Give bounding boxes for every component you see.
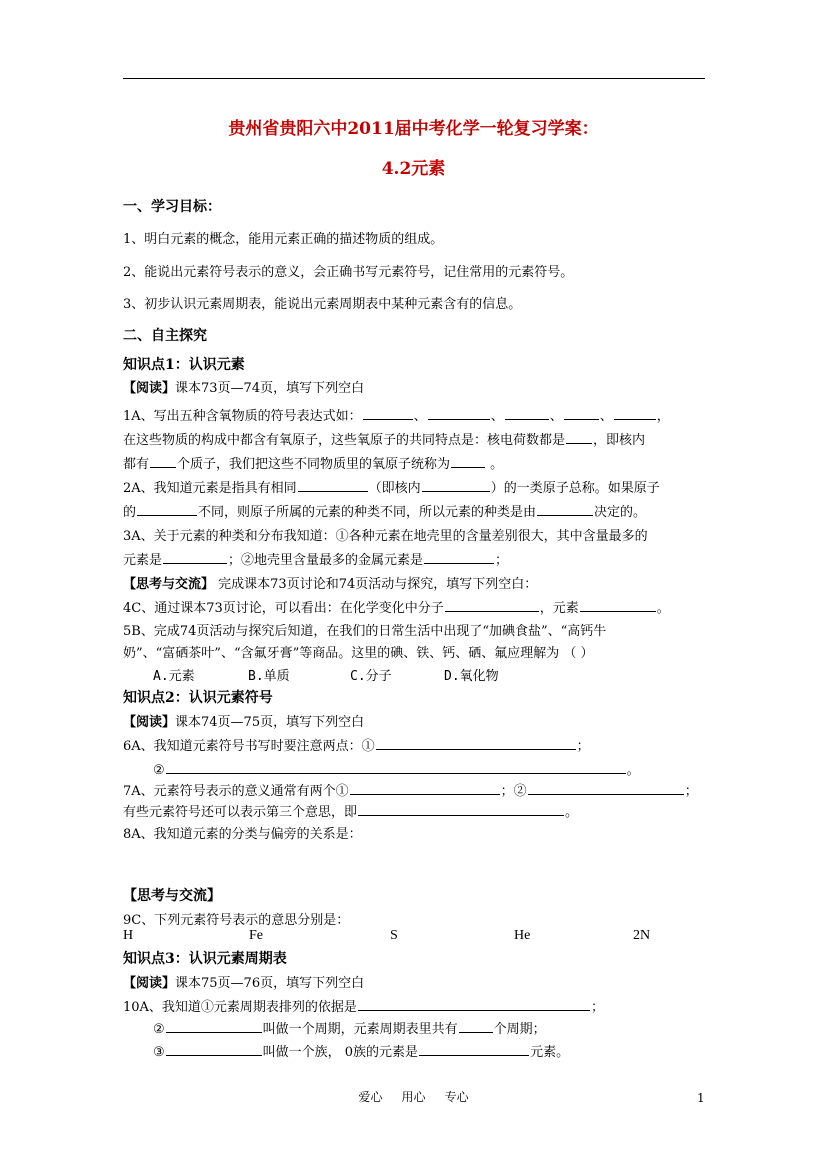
sep: 、 xyxy=(599,409,613,424)
q3b-text: 元素是 xyxy=(123,553,163,568)
doc-subtitle: 4.2元素 xyxy=(381,159,446,179)
q2b-text: 的 xyxy=(123,505,137,520)
question-3a: 3A、关于元素的种类和分布我知道：①各种元素在地壳里的含量差别很大，其中含量最多的 xyxy=(123,529,648,544)
read-tag: 【阅读】 xyxy=(123,976,176,991)
semicolon: ； xyxy=(590,1000,604,1015)
blank[interactable] xyxy=(363,407,413,420)
semicolon: ； xyxy=(576,739,590,754)
blank[interactable] xyxy=(428,407,490,420)
blank[interactable] xyxy=(166,1020,262,1033)
q10a-text: 10A、我知道①元素周期表排列的依据是 xyxy=(123,1000,357,1015)
doc-title: 贵州省贵阳六中2011届中考化学一轮复习学案： xyxy=(228,119,599,139)
q1c2-text: 个质子，我们把这些不同物质里的氧原子统称为 xyxy=(177,457,451,472)
footer-motto: 爱心 用心 专心 xyxy=(358,1090,469,1104)
q1b-text: 在这些物质的构成中都含有氧原子，这些氧原子的共同特点是：核电荷数都是 xyxy=(123,433,566,448)
sep: 、 xyxy=(490,409,504,424)
symbol-s: S xyxy=(390,928,398,943)
read-line-2 xyxy=(123,711,364,730)
read-tag: 【阅读】 xyxy=(123,381,176,396)
blank[interactable] xyxy=(376,737,576,750)
goal-2: 2、能说出元素符号表示的意义，会正确书写元素符号，记住常用的元素符号。 xyxy=(123,265,574,280)
blank[interactable] xyxy=(422,479,490,492)
question-1c xyxy=(123,453,503,472)
question-5a: 5B、完成74页活动与探究后知道，在我们的日常生活中出现了“加碘食盐”、“高钙牛 xyxy=(123,624,607,639)
option-a[interactable]: A.元素 xyxy=(153,669,195,684)
question-8: 8A、我知道元素的分类与偏旁的关系是： xyxy=(123,827,362,842)
option-c[interactable]: C.分子 xyxy=(350,669,392,684)
read-line-3 xyxy=(123,972,364,991)
q2a3-text: ）的一类原子总称。如果原子 xyxy=(490,481,660,496)
goal-1: 1、明白元素的概念，能用元素正确的描述物质的组成。 xyxy=(123,232,444,247)
symbol-2n: 2N xyxy=(633,928,651,943)
read-text: 课本74页—75页，填写下列空白 xyxy=(175,715,365,730)
period: 。 xyxy=(626,763,640,778)
q1c-text: 都有 xyxy=(123,457,150,472)
symbol-h: H xyxy=(123,928,134,943)
symbol-he: He xyxy=(514,928,531,943)
read-text: 课本75页—76页，填写下列空白 xyxy=(175,976,365,991)
question-6a xyxy=(123,735,590,754)
period: 。 xyxy=(565,805,579,820)
question-5b: 奶”、“富硒茶叶”、“含氟牙膏”等商品。这里的碘、铁、钙、硒、氟应理解为 （ ） xyxy=(123,646,594,661)
blank[interactable] xyxy=(537,503,593,516)
question-10b xyxy=(153,1018,546,1037)
q2a-text: 2A、我知道元素是指具有相同 xyxy=(123,481,297,496)
q1a-text: 1A、写出五种含氧物质的符号表达式如： xyxy=(123,409,362,424)
sep: 、 xyxy=(413,409,427,424)
question-4 xyxy=(123,597,670,616)
section-heading-explore: 二、自主探究 xyxy=(123,328,207,344)
blank[interactable] xyxy=(424,551,494,564)
sep: 、 xyxy=(549,409,563,424)
q10c2-text: 叫做一个族， 0族的元素是 xyxy=(262,1045,419,1060)
question-9: 9C、下列元素符号表示的意思分别是： xyxy=(123,913,350,928)
question-3b xyxy=(123,549,508,568)
q7a2-text: ；② xyxy=(500,784,527,799)
q6a-text: 6A、我知道元素符号书写时要注意两点：① xyxy=(123,739,375,754)
option-d[interactable]: D.氧化物 xyxy=(444,669,499,684)
blank[interactable] xyxy=(163,551,227,564)
section-heading-goals: 一、学习目标： xyxy=(123,199,221,215)
header-rule xyxy=(123,78,705,79)
read-text: 课本73页—74页，填写下列空白 xyxy=(175,381,365,396)
blank[interactable] xyxy=(166,1043,262,1056)
comma: ， xyxy=(656,409,670,424)
blank[interactable] xyxy=(451,455,485,468)
question-2b xyxy=(123,501,646,520)
question-2a xyxy=(123,477,660,496)
blank[interactable] xyxy=(445,599,539,612)
read-line-1 xyxy=(123,377,364,396)
question-7a xyxy=(123,780,698,799)
q10c-text: ③ xyxy=(153,1045,165,1060)
blank[interactable] xyxy=(150,455,176,468)
q10b3-text: 个周期； xyxy=(493,1022,546,1037)
blank[interactable] xyxy=(166,761,626,774)
question-10c xyxy=(153,1041,569,1060)
read-tag: 【阅读】 xyxy=(123,715,176,730)
q2b2-text: 不同，则原子所属的元素的种类不同，所以元素的种类是由 xyxy=(198,505,537,520)
blank[interactable] xyxy=(614,407,656,420)
semicolon: ； xyxy=(684,784,698,799)
blank[interactable] xyxy=(564,407,599,420)
blank[interactable] xyxy=(505,407,549,420)
q10b-text: ② xyxy=(153,1022,165,1037)
q7b-text: 有些元素符号还可以表示第三个意思，即 xyxy=(123,805,358,820)
question-1a xyxy=(123,405,670,424)
think-tag: 【思考与交流】 xyxy=(123,577,215,592)
think-line-1 xyxy=(123,573,537,592)
q2b3-text: 决定的。 xyxy=(594,505,647,520)
symbol-fe: Fe xyxy=(249,928,263,943)
question-1b xyxy=(123,429,645,448)
q10c3-text: 元素。 xyxy=(530,1045,570,1060)
blank[interactable] xyxy=(580,599,656,612)
q7a-text: 7A、元素符号表示的意义通常有两个① xyxy=(123,784,349,799)
blank[interactable] xyxy=(137,503,197,516)
blank[interactable] xyxy=(358,803,564,816)
q1b2-text: ，即核内 xyxy=(593,433,646,448)
blank[interactable] xyxy=(358,998,590,1011)
q3b2-text: ；②地壳里含量最多的金属元素是 xyxy=(228,553,424,568)
q3b3-text: ； xyxy=(495,553,509,568)
blank[interactable] xyxy=(419,1043,529,1056)
think-text: 完成课本73页讨论和74页活动与探究，填写下列空白： xyxy=(214,577,538,592)
question-7b xyxy=(123,801,578,820)
question-10a xyxy=(123,996,604,1015)
q4c-text: 。 xyxy=(656,601,670,616)
blank[interactable] xyxy=(350,782,500,795)
knowledge-point-1: 知识点1：认识元素 xyxy=(123,357,245,373)
q10b2-text: 叫做一个周期，元素周期表里共有 xyxy=(262,1022,458,1037)
q2a2-text: （即核内 xyxy=(368,481,421,496)
blank[interactable] xyxy=(298,479,368,492)
question-6b xyxy=(153,759,640,778)
knowledge-point-2: 知识点2：认识元素符号 xyxy=(123,690,273,706)
blank[interactable] xyxy=(459,1020,493,1033)
think-heading-2: 【思考与交流】 xyxy=(123,888,221,904)
page-number: 1 xyxy=(697,1091,705,1105)
q4-text: 4C、通过课本73页讨论，可以看出：在化学变化中分子 xyxy=(123,601,444,616)
blank[interactable] xyxy=(566,431,592,444)
blank[interactable] xyxy=(528,782,684,795)
goal-3: 3、初步认识元素周期表，能说出元素周期表中某种元素含有的信息。 xyxy=(123,297,522,312)
knowledge-point-3: 知识点3：认识元素周期表 xyxy=(123,951,287,967)
q6b-text: ② xyxy=(153,763,165,778)
q1c3-text: 。 xyxy=(486,457,504,472)
option-b[interactable]: B.单质 xyxy=(248,669,290,684)
q4b-text: ，元素 xyxy=(539,601,579,616)
